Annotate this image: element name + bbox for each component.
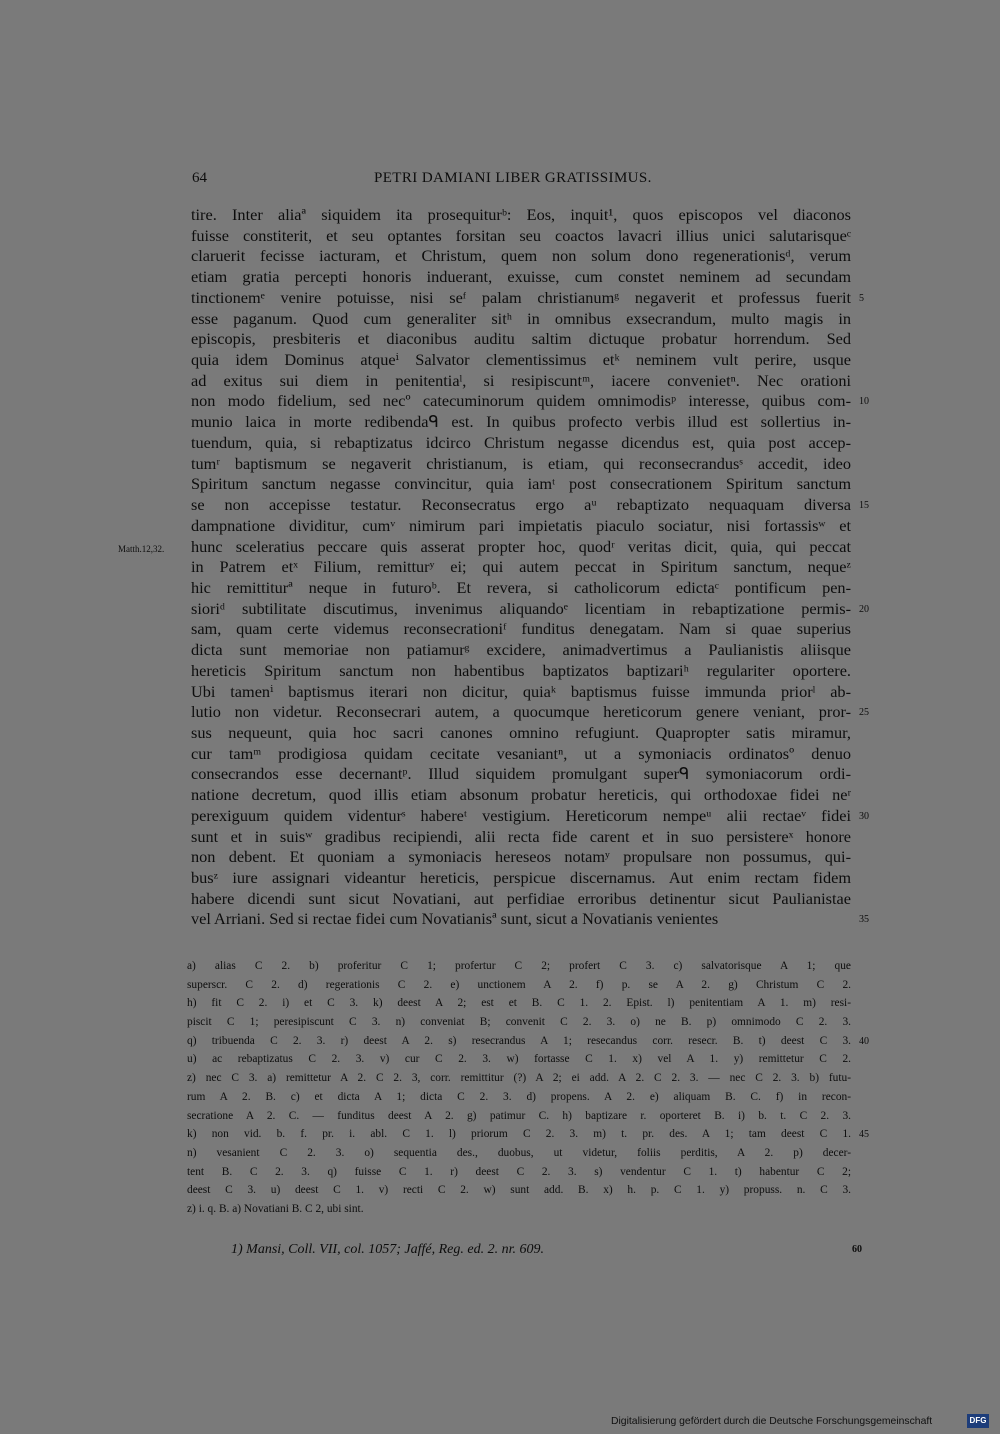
line-number: 30 (859, 810, 869, 822)
line-number: 25 (859, 707, 869, 719)
apparatus-line: tent B. C 2. 3. q) fuisse C 1. r) deest C 2. 3. s) vendentur C 1. t) habentur C 2; (187, 1165, 851, 1178)
text-line: hic remittiturª neque in futuroᵇ. Et revera, si catholicorum edictaᶜ pontificum pen- (191, 577, 851, 597)
line-number: 5 (859, 292, 864, 304)
text-line: se non accepisse testatur. Reconsecratus ergo aᵘ rebaptizato nequaquam diversa (191, 495, 851, 515)
apparatus-line: z) i. q. B. a) Novatiani B. C 2, ubi sint. (187, 1202, 364, 1215)
text-line: sus nequeunt, quia hoc sacri canones omnino refugiunt. Quapropter satis miramur, (191, 722, 851, 742)
text-line: non modo fidelium, sed necº catecuminorum quidem omnimodisᵖ interesse, quibus com- (191, 391, 851, 411)
text-line: hereticis Spiritum sanctum non habentibus baptizatos baptizariʰ regulariter oportere. (191, 660, 851, 680)
digitization-credit: Digitalisierung gefördert durch die Deutsche Forschungsgemeinschaft (611, 1416, 933, 1427)
text-line: esse paganum. Quod cum generaliter sitʰ in omnibus exsecrandum, multo magis in (191, 308, 851, 328)
text-line: episcopis, presbiteris et diaconibus auditu saltim dictuque probatur horrendum. Sed (191, 329, 851, 349)
text-line: dampnatione dividitur, cumᵛ nimirum pari impietatis piaculo sociatur, nisi fortassisʷ et (191, 515, 851, 535)
text-line: lutio non videtur. Reconsecrari autem, a quocumque hereticorum genere veniant, pror- (191, 702, 851, 722)
line-number: 45 (859, 1129, 869, 1141)
text-line: Ubi tamenⁱ baptismus iterari non dicitur, quiaᵏ baptismus fuisse immunda priorˡ ab- (191, 681, 851, 701)
dfg-logo[interactable]: DFG (967, 1414, 989, 1428)
line-number: 15 (859, 500, 869, 512)
text-line: busᶻ iure assignari videantur hereticis, perspicue discernamus. Aut enim rectam fidem (191, 868, 851, 887)
text-line: sunt et in suisʷ gradibus recipiendi, alii recta fide carent et in suo persistereˣ honore (191, 826, 851, 846)
text-line: dicta sunt memoriae non patiamurᵍ excidere, animadvertimus a Paulianistis aliisque (191, 640, 851, 660)
running-title: PETRI DAMIANI LIBER GRATISSIMUS. (374, 170, 652, 186)
text-line: natione decretum, quod illis etiam absonum probatur hereticis, qui orthodoxae fidei neʳ (191, 785, 851, 805)
apparatus-line: rum A 2. B. c) et dicta A 1; dicta C 2. 3. d) propens. A 2. e) aliquam B. C. f) in recon- (187, 1090, 851, 1103)
text-line: cur tamᵐ prodigiosa quidam cecitate vesaniantⁿ, ut a symoniacis ordinatosº denuo (191, 743, 851, 763)
margin-reference: Matth.12,32. (118, 544, 165, 554)
apparatus-line: a) alias C 2. b) proferitur C 1; profertur C 2; profert C 3. c) salvatorisque A 1; que (187, 960, 851, 972)
line-number: 20 (859, 603, 869, 615)
line-number: 10 (859, 396, 869, 408)
text-line: tuendum, quia, si rebaptizatus idcirco Christum negasse dicendus est, quia post accep- (191, 432, 851, 452)
text-line: etiam gratia percepti honoris induerant, exuisse, cum constet neminem ad secundam (191, 267, 851, 287)
critical-apparatus (187, 957, 851, 1219)
apparatus-line: n) vesanient C 2. 3. o) sequentia des., duobus, ut videtur, foliis perditis, A 2. p) decer- (187, 1146, 851, 1159)
apparatus-line: z) nec C 3. a) remittetur A 2. C 2. 3, corr. remittitur (?) A 2; ei add. A 2. C 2. 3. — nec C 2. 3. b) futu- (187, 1072, 851, 1085)
text-line: non debent. Et quoniam a symoniacis hereseos notamʸ propulsare non possumus, qui- (191, 847, 851, 867)
text-line: hunc sceleratius peccare quis asserat propter hoc, quodʳ veritas dicit, quia, qui peccat (191, 536, 851, 556)
text-line: habere dicendi sunt sicut Novatiani, aut perfidiae erroribus detinentur sicut Paulianistae (191, 888, 851, 908)
apparatus-line: u) ac rebaptizatus C 2. 3. v) cur C 2. 3. w) fortasse C 1. x) vel A 1. y) remittetur C 2. (187, 1053, 851, 1066)
text-line: sioriᵈ subtilitate discutimus, invenimus aliquandoᵉ licentiam in rebaptizatione permis- (191, 598, 851, 618)
apparatus-line: piscit C 1; peresipiscunt C 3. n) conveniat B; convenit C 2. 3. o) ne B. p) omnimodo C 2. 3. (187, 1016, 851, 1029)
text-line: Spiritum sanctum negasse convincitur, quia iamᵗ post consecrationem Spiritum sanctum (191, 474, 851, 494)
line-number: 35 (859, 914, 869, 926)
text-line: tire. Inter aliaª siquidem ita prosequiturᵇ: Eos, inquit¹, quos episcopos vel diaconos (191, 205, 851, 224)
printer-signature: 60 (852, 1244, 862, 1255)
text-line: fuisse constiterit, et seu optantes forsitan seu coactos lavacri illius unici salutarisqueᶜ (191, 225, 851, 245)
page-number: 64 (192, 170, 207, 186)
page-header (0, 170, 1000, 192)
text-line: munio laica in morte redibendaᑫ est. In quibus profecto verbis illud est sollertius in- (191, 412, 851, 432)
apparatus-line: secratione A 2. C. — funditus deest A 2. g) patimur C. h) baptizare r. oporteret B. i) b. t. C 2. 3. (187, 1109, 851, 1122)
text-line: ad exitus sui diem in penitentiaˡ, si resipiscuntᵐ, iacere convenietⁿ. Nec orationi (191, 370, 851, 390)
text-line: tinctionemᵉ venire potuisse, nisi seᶠ palam christianumᵍ negaverit et professus fuerit (191, 287, 851, 307)
text-line: consecrandos esse decernantᵖ. Illud siquidem promulgant superᑫ symoniacorum ordi- (191, 764, 851, 784)
text-line: perexiguum quidem videnturˢ habereᵗ vestigium. Hereticorum nempeᵘ alii rectaeᵛ fidei (191, 805, 851, 825)
text-line: vel Arriani. Sed si rectae fidei cum Novatianisª sunt, sicut a Novatianis venientes (191, 909, 719, 929)
apparatus-line: h) fit C 2. i) et C 3. k) deest A 2; est et B. C 1. 2. Epist. l) penitentiam A 1. m) resi- (187, 997, 851, 1010)
text-line: in Patrem etˣ Filium, remitturʸ ei; qui autem peccat in Spiritum sanctum, nequeᶻ (191, 557, 851, 577)
apparatus-line: deest C 3. u) deest C 1. v) recti C 2. w) sunt add. B. x) h. p. C 1. y) propuss. n. C 3. (187, 1184, 851, 1197)
text-line: claruerit fecisse iacturam, et Christum, quem non solum dono regenerationisᵈ, verum (191, 246, 851, 266)
body-text (191, 205, 851, 930)
text-line: sam, quam certe videmus reconsecrationiᶠ funditus denegatam. Nam si quae superius (191, 619, 851, 639)
apparatus-line: q) tribuenda C 2. 3. r) deest A 2. s) resecrandus A 1; resecandus corr. resecr. B. t) deest C 3. (187, 1034, 851, 1047)
text-line: quia idem Dominus atqueⁱ Salvator clementissimus etᵏ neminem vult perire, usque (191, 350, 851, 370)
apparatus-line: superscr. C 2. d) regerationis C 2. e) unctionem A 2. f) p. se A 2. g) Christum C 2. (187, 978, 851, 991)
line-number: 40 (859, 1035, 869, 1047)
footnote: 1) Mansi, Coll. VII, col. 1057; Jaffé, Reg. ed. 2. nr. 609. (231, 1242, 545, 1257)
apparatus-line: k) non vid. b. f. pr. i. abl. C 1. l) priorum C 2. 3. m) t. pr. des. A 1; tam deest C 1. (187, 1128, 851, 1141)
text-line: tumʳ baptismum se negaverit christianum, is etiam, qui reconsecrandusˢ accedit, ideo (191, 453, 851, 473)
